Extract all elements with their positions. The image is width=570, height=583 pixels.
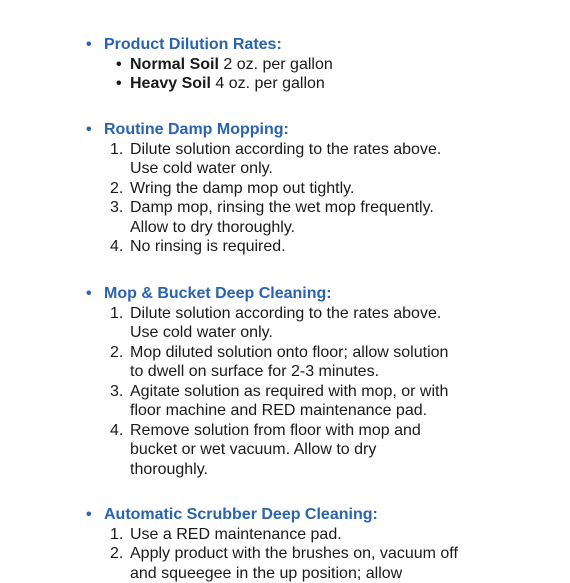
mop-bucket-heading-text: Mop & Bucket Deep Cleaning:	[104, 285, 332, 302]
damp-mopping-section	[86, 120, 556, 257]
step-text: bucket or wet vacuum. Allow to dry	[130, 440, 556, 460]
step-number: 2.	[110, 343, 123, 363]
list-item	[86, 237, 556, 257]
step-text: to dwell on surface for 2-3 minutes.	[130, 362, 556, 382]
step-number: 2.	[110, 544, 123, 564]
step-number: 3.	[110, 382, 123, 402]
mop-bucket-heading	[86, 284, 556, 304]
step-text: Remove solution from floor with mop and	[130, 421, 556, 441]
dilution-heading-text: Product Dilution Rates:	[104, 36, 282, 53]
step-text: Damp mop, rinsing the wet mop frequently.	[130, 198, 556, 218]
dilution-item-normal	[86, 55, 556, 75]
list-item	[86, 382, 556, 421]
step-text: Wring the damp mop out tightly.	[130, 179, 556, 199]
step-number: 1.	[110, 304, 123, 324]
step-number: 4.	[110, 421, 123, 441]
list-item	[86, 140, 556, 179]
step-text: Agitate solution as required with mop, or with	[130, 382, 556, 402]
mop-bucket-section	[86, 284, 556, 479]
list-item	[86, 421, 556, 480]
dilution-list	[86, 55, 556, 94]
step-text: Dilute solution according to the rates above.	[130, 304, 556, 324]
dilution-rate: 2 oz. per gallon	[219, 56, 333, 73]
step-text: No rinsing is required.	[130, 237, 556, 257]
damp-mopping-steps	[86, 140, 556, 257]
bullet-icon: •	[116, 74, 122, 94]
bullet-icon: •	[86, 284, 92, 304]
auto-scrubber-heading-text: Automatic Scrubber Deep Cleaning:	[104, 506, 378, 523]
step-number: 2.	[110, 179, 123, 199]
dilution-rate: 4 oz. per gallon	[211, 75, 325, 92]
step-number: 1.	[110, 140, 123, 160]
auto-scrubber-steps	[86, 525, 556, 583]
damp-mopping-heading	[86, 120, 556, 140]
step-text: Mop diluted solution onto floor; allow solution	[130, 343, 556, 363]
list-item	[86, 304, 556, 343]
bullet-icon: •	[116, 55, 122, 75]
auto-scrubber-section	[86, 505, 556, 583]
step-text: Dilute solution according to the rates above.	[130, 140, 556, 160]
dilution-section	[86, 35, 556, 94]
list-item	[86, 343, 556, 382]
step-number: 4.	[110, 237, 123, 257]
dilution-label: Normal Soil	[130, 56, 219, 73]
step-text: Use cold water only.	[130, 159, 556, 179]
step-number: 3.	[110, 198, 123, 218]
mop-bucket-steps	[86, 304, 556, 480]
step-number: 1.	[110, 525, 123, 545]
damp-mopping-heading-text: Routine Damp Mopping:	[104, 121, 289, 138]
bullet-icon: •	[86, 505, 92, 525]
step-text: Allow to dry thoroughly.	[130, 218, 556, 238]
list-item	[86, 179, 556, 199]
auto-scrubber-heading	[86, 505, 556, 525]
list-item	[86, 198, 556, 237]
step-text: Use cold water only.	[130, 323, 556, 343]
dilution-item-heavy	[86, 74, 556, 94]
step-text: Use a RED maintenance pad.	[130, 525, 556, 545]
list-item	[86, 525, 556, 545]
list-item	[86, 544, 556, 583]
dilution-label: Heavy Soil	[130, 75, 211, 92]
step-text: thoroughly.	[130, 460, 556, 480]
bullet-icon: •	[86, 120, 92, 140]
step-text: floor machine and RED maintenance pad.	[130, 401, 556, 421]
step-text: Apply product with the brushes on, vacuum off	[130, 544, 556, 564]
step-text: and squeegee in the up position; allow	[130, 564, 556, 583]
dilution-heading	[86, 35, 556, 55]
bullet-icon: •	[86, 35, 92, 55]
